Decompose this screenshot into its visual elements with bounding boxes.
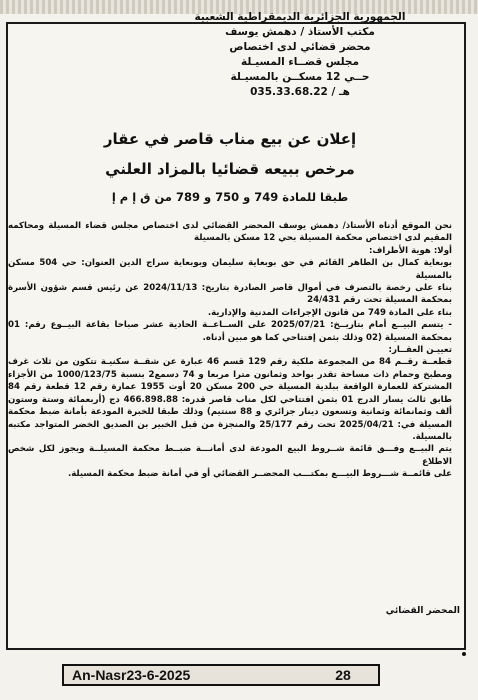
legal-reference: طبقا للمادة 749 و 750 و 789 من ق إ م إ bbox=[111, 190, 349, 204]
page-number: 28 bbox=[335, 667, 351, 683]
signature: المحضر القضائي bbox=[385, 606, 460, 616]
bailiff-header bbox=[150, 10, 450, 100]
property-description: قطعــة رقــم 84 من المجموعة ملكية رقم 129 قسم 46 عبارة عن شقــة سكنيـة تتكون من ثلاث غرف ومطبخ وحمام ذات مساحة تقدر بواحد وثمانون مترا مربعا و 74 دسمع2 بنسبة 1000/123/75 من الأجزاء المشتركة للعمارة الواقعة ببلدية المسيلة حي 200 مسكن 20 أوت 1955 عمارة رقم 12 قطعة رقم 84 طابق ثالث يسار الدرج 01 بثمن افتتاحي لكل مناب قاصر قدره: 466.898.88 دج (أربعمائة وستة وستون ألف وثمانمائة وثمانية وتسعون دينار جزائري و 88 سنتيم) وذلك طبقا للخبرة المودعة بأمانة ضبط محكمة المسيلة في: 2025/04/21 تحت رقم 25/177 والمنجزة من قبل الخبير بن الصديق الخضر المتواجد مكتبه بالمسيلة. bbox=[8, 357, 453, 442]
bullet-dot bbox=[462, 652, 466, 656]
sale-conditions: يتم البيــع وفـــق قائمة شــروط البيع المودعة لدى أمانـــة ضبــط محكمة المسيلــة ويجوز لكل شخص الاطلاع bbox=[8, 444, 452, 467]
intro-paragraph: نحن الموقع أدناه الأستاذ/ دهمش يوسف المحضر القضائي لدى اختصاص مجلس قضاء المسيلة ومحاكمه المقيم لدى اختصاص محكمة المسيلة بحي 12 مسكن بالمسيلة bbox=[8, 221, 452, 244]
court-name: مجلس قضــاء المسيـلة bbox=[240, 56, 359, 68]
newspaper-date: An-Nasr23-6-2025 bbox=[72, 667, 191, 683]
office-name: مكتب الأستاذ / دهمش يوسف bbox=[225, 26, 375, 38]
authorization-paragraph: بناء على رخصة بالتصرف في أموال قاصر الصادرة بتاريخ: 2024/11/13 عن رئيس قسم شؤون الأسرة بمحكمة المسيلة تحت رقم 24/431 bbox=[8, 283, 452, 306]
consultation-note: على قائمــة شـــروط البيـــع بمكتـــب المحضــر القضائي أو في أمانة ضبط محكمة المسيلة. bbox=[67, 469, 452, 480]
republic-name: الجمهورية الجزائرية الديمقراطية الشعبية bbox=[194, 11, 406, 23]
parties-paragraph: بوبعاية كمال بن الطاهر القائم في حق بوبعاية سليمان وبوبعاية سراج الدين العنوان: حي 504 مسكن بالمسيلة bbox=[8, 258, 452, 281]
announcement-subtitle: مرخص ببيعه قضائيا بالمزاد العلني bbox=[105, 160, 355, 178]
legal-basis-paragraph: بناء على المادة 749 من قانون الإجراءات المدنية والإدارية. bbox=[207, 307, 452, 318]
sale-date-paragraph: - يتسم البيــع أمام بتاريــخ: 2025/07/21 على الســاعــة الحادية عشر صباحا بقاعة البيــوع رقم: 01 بمحكمة المسيلة (02 وذلك بثمن إفتتاحي كما هو مبين أدناه. bbox=[8, 320, 452, 343]
office-phone: هـ / 035.33.68.22 bbox=[250, 86, 350, 98]
announcement-body bbox=[8, 220, 452, 481]
announcement-title: إعلان عن بيع مناب قاصر في عقار bbox=[103, 130, 357, 148]
parties-heading: أولا: هوية الأطراف: bbox=[368, 245, 452, 256]
office-address: حــي 12 مسكــن بالمسيـلة bbox=[230, 71, 370, 83]
bailiff-title: محضر قضائي لدى اختصاص bbox=[229, 41, 371, 53]
newspaper-footer bbox=[62, 664, 380, 686]
property-heading: تعييـن العقــار: bbox=[388, 345, 452, 356]
